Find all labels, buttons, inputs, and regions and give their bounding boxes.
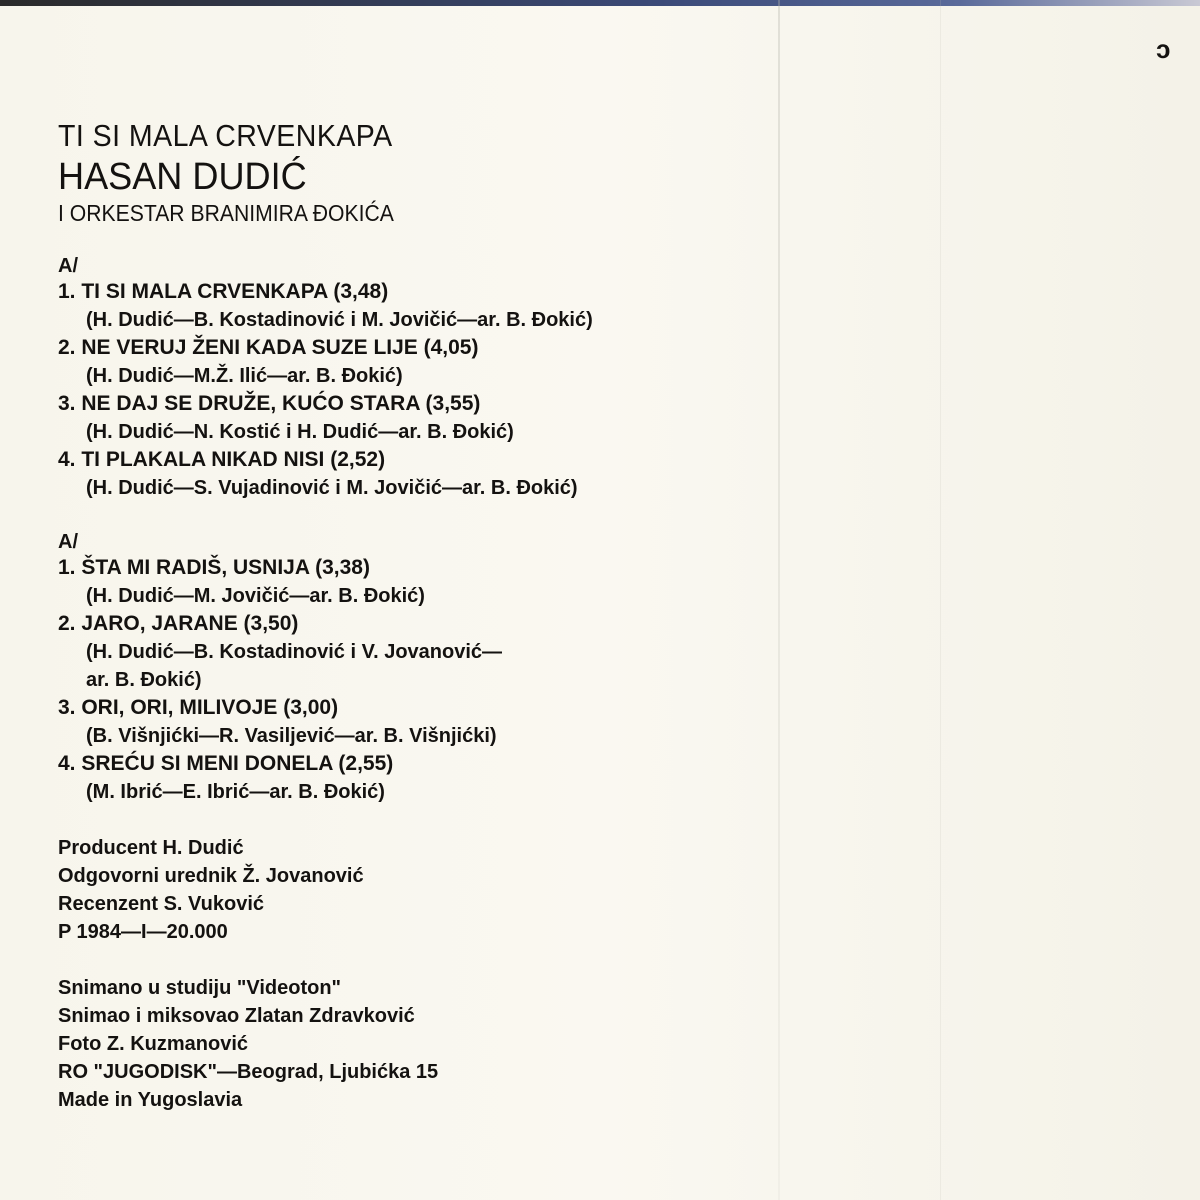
album-title: TI SI MALA CRVENKAPA — [58, 118, 393, 153]
top-edge-strip — [0, 0, 1200, 6]
recording-credits — [58, 974, 778, 1114]
insert-content — [58, 118, 778, 1114]
track-title: 1. ŠTA MI RADIŠ, USNIJA (3,38) — [58, 556, 370, 579]
track-title: 2. NE VERUJ ŽENI KADA SUZE LIJE (4,05) — [58, 336, 479, 359]
track-title: 3. NE DAJ SE DRUŽE, KUĆO STARA (3,55) — [58, 392, 481, 415]
track-title: 2. JARO, JARANE (3,50) — [58, 612, 299, 635]
photo-line: Foto Z. Kuzmanović — [58, 1033, 248, 1055]
studio-line: Snimano u studiju "Videoton" — [58, 977, 342, 999]
track-credit: (B. Višnjićki—R. Vasiljević—ar. B. Višnjićki) — [86, 725, 497, 747]
fold-line — [778, 0, 780, 1200]
side-b-label: A/ — [58, 531, 78, 553]
side-a-label: A/ — [58, 255, 78, 277]
label-address-line: RO "JUGODISK"—Beograd, Ljubićka 15 — [58, 1061, 439, 1083]
engineer-line: Snimao i miksovao Zlatan Zdravković — [58, 1005, 415, 1027]
producer-line: Producent H. Dudić — [58, 837, 244, 859]
track-a2 — [58, 334, 778, 390]
side-a — [58, 254, 778, 502]
track-b2 — [58, 610, 778, 694]
track-credit: (H. Dudić—N. Kostić i H. Dudić—ar. B. Đokić) — [86, 421, 514, 443]
track-credit-continued: ar. B. Đokić) — [86, 669, 202, 691]
track-title: 4. TI PLAKALA NIKAD NISI (2,52) — [58, 448, 386, 471]
editor-line: Odgovorni urednik Ž. Jovanović — [58, 865, 364, 887]
track-credit: (H. Dudić—M.Ž. Ilić—ar. B. Đokić) — [86, 365, 403, 387]
corner-mark: ɔ — [1156, 34, 1171, 64]
track-title: 3. ORI, ORI, MILIVOJE (3,00) — [58, 696, 339, 719]
reviewer-line: Recenzent S. Vuković — [58, 893, 264, 915]
track-b4 — [58, 750, 778, 806]
orchestra-name: I ORKESTAR BRANIMIRA ĐOKIĆA — [58, 200, 394, 226]
track-a4 — [58, 446, 778, 502]
track-title: 4. SREĆU SI MENI DONELA (2,55) — [58, 752, 394, 775]
track-credit: (H. Dudić—S. Vujadinović i M. Jovičić—ar. B. Đokić) — [86, 477, 578, 499]
track-credit: (H. Dudić—B. Kostadinović i M. Jovičić—ar. B. Đokić) — [86, 309, 593, 331]
track-b3 — [58, 694, 778, 750]
track-a1 — [58, 278, 778, 334]
production-credits — [58, 834, 778, 946]
fold-line-secondary — [940, 0, 941, 1200]
track-credit: (M. Ibrić—E. Ibrić—ar. B. Đokić) — [86, 781, 385, 803]
track-credit: (H. Dudić—B. Kostadinović i V. Jovanović— — [86, 641, 503, 663]
track-a3 — [58, 390, 778, 446]
track-credit: (H. Dudić—M. Jovičić—ar. B. Đokić) — [86, 585, 425, 607]
track-title: 1. TI SI MALA CRVENKAPA (3,48) — [58, 280, 389, 303]
track-b1 — [58, 554, 778, 610]
side-b — [58, 530, 778, 806]
pressing-line: P 1984—I—20.000 — [58, 921, 228, 943]
artist-name: HASAN DUDIĆ — [58, 156, 307, 198]
origin-line: Made in Yugoslavia — [58, 1089, 243, 1111]
